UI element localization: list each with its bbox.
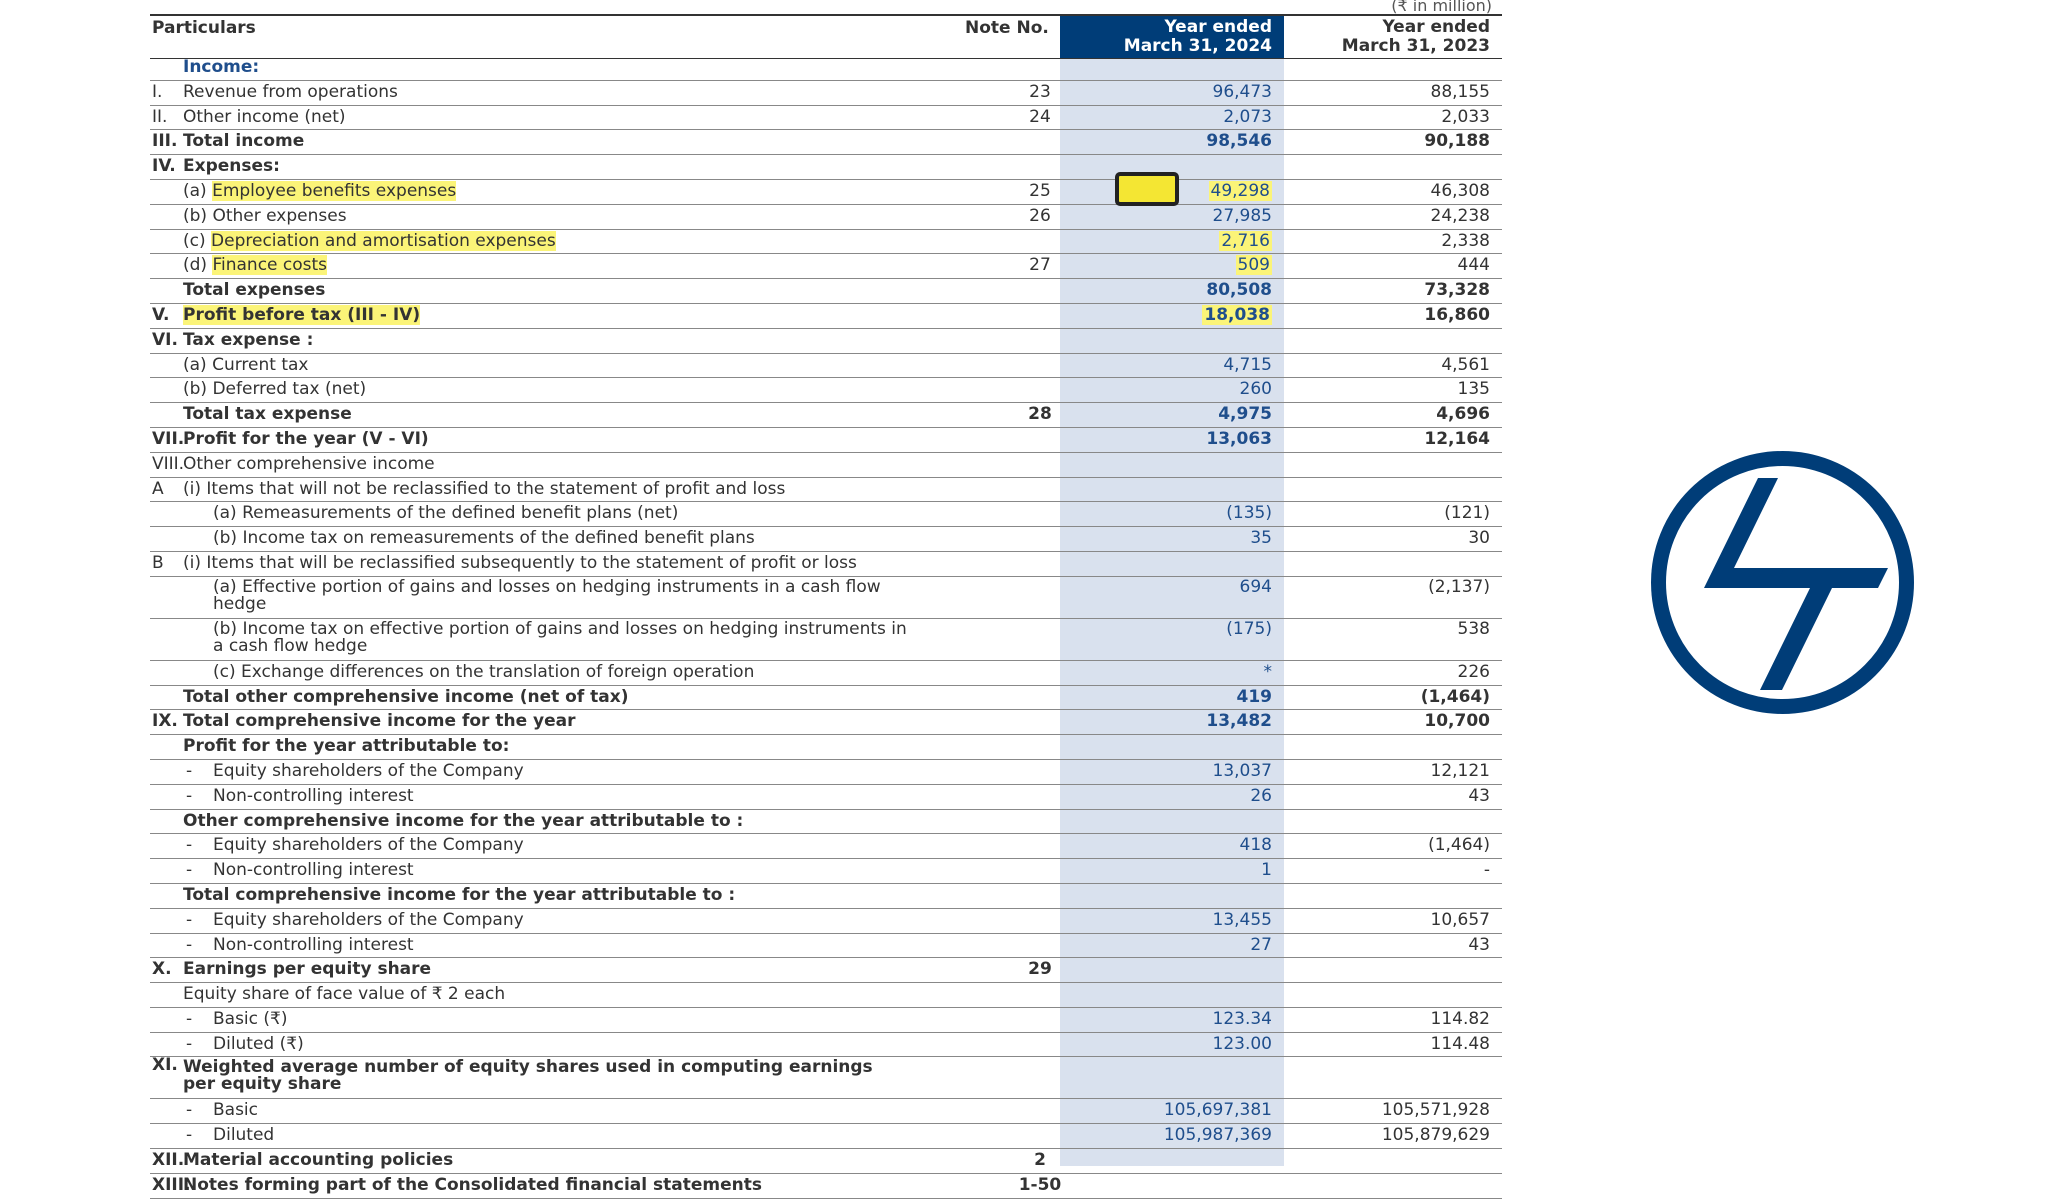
row-current-year-value: 13,482	[1206, 711, 1272, 732]
row-prior-year-value: 135	[1457, 379, 1490, 400]
row-number: -	[186, 860, 193, 881]
row-prior-year-value: 12,121	[1430, 760, 1490, 781]
table-row	[150, 884, 1502, 909]
row-label	[213, 909, 524, 932]
row-label-text: Depreciation and amortisation expenses	[211, 230, 556, 251]
row-number: X.	[152, 959, 172, 980]
table-row	[150, 403, 1502, 428]
row-number: II.	[152, 106, 168, 127]
row-number: III.	[152, 131, 178, 152]
row-number: VII.	[152, 428, 185, 449]
row-prior-year-value: 24,238	[1430, 205, 1490, 226]
table-row	[150, 354, 1502, 379]
table-row	[150, 453, 1502, 478]
row-number: -	[186, 934, 193, 955]
row-prior-year-value: 16,860	[1424, 304, 1490, 325]
row-label	[183, 155, 280, 178]
row-label	[213, 760, 524, 783]
row-label	[183, 279, 325, 302]
row-label	[183, 106, 346, 129]
table-row	[150, 1149, 1502, 1174]
row-current-year-value: 27,985	[1212, 205, 1272, 226]
row-label-text: Finance costs	[212, 255, 328, 276]
row-label	[183, 130, 304, 153]
row-label-text: (a) Effective portion of gains and losses on hedging instruments in a cash flow hedge	[213, 576, 881, 614]
row-current-year-value: *	[1263, 661, 1272, 682]
row-label-text: (b) Income tax on effective portion of gains and losses on hedging instruments in a cash flow hedge	[213, 618, 907, 656]
table-row	[150, 254, 1502, 279]
row-label-text: Notes forming part of the Consolidated financial statements	[183, 1174, 762, 1195]
row-label-text: Total comprehensive income for the year	[183, 711, 576, 732]
table-row	[150, 1099, 1502, 1124]
row-label	[213, 619, 913, 655]
row-label-prefix: (a)	[183, 180, 207, 201]
row-label	[183, 1057, 883, 1093]
row-prior-year-value: 10,700	[1424, 711, 1490, 732]
row-label	[183, 478, 785, 501]
row-label	[213, 1008, 288, 1031]
row-note: 27	[1029, 255, 1051, 276]
row-label	[213, 527, 755, 550]
row-label-text: Equity shareholders of the Company	[213, 760, 524, 781]
larsen-toubro-logo-icon	[1650, 450, 1915, 715]
row-label	[183, 710, 576, 733]
row-prior-year-value: 4,696	[1436, 404, 1490, 425]
row-label	[183, 304, 420, 327]
table-row	[150, 983, 1502, 1008]
row-current-year-value: 98,546	[1206, 131, 1272, 152]
row-number: XIII.	[152, 1174, 191, 1195]
row-note: 29	[1028, 959, 1052, 980]
row-current-year-value: 694	[1239, 576, 1272, 597]
row-number: XI.	[152, 1055, 178, 1076]
row-prior-year-value: 73,328	[1424, 280, 1490, 301]
row-label	[183, 329, 313, 352]
row-label-text: (b) Deferred tax (net)	[183, 379, 367, 400]
row-number: B	[152, 552, 164, 573]
row-label	[183, 453, 435, 476]
table-row	[150, 785, 1502, 810]
table-row	[150, 834, 1502, 859]
row-label-text: Other expenses	[212, 205, 347, 226]
row-current-year-value: 105,987,369	[1163, 1125, 1272, 1146]
row-label	[183, 810, 743, 833]
row-current-year-value: 35	[1250, 528, 1272, 549]
row-prior-year-value: 2,033	[1441, 106, 1490, 127]
particulars-header: Particulars	[152, 18, 256, 38]
row-number: A	[152, 478, 164, 499]
row-current-year-value: 419	[1236, 686, 1272, 707]
row-number: I.	[152, 81, 163, 102]
row-label-text: Other comprehensive income for the year attributable to :	[183, 810, 744, 831]
row-prior-year-value: 2,338	[1441, 230, 1490, 251]
row-number: -	[186, 1033, 193, 1054]
row-label	[183, 1149, 453, 1172]
row-label-text: Basic	[213, 1100, 259, 1121]
table-row	[150, 527, 1502, 552]
row-label-text: Total tax expense	[183, 404, 352, 425]
row-label-text: Tax expense :	[183, 329, 314, 350]
row-prior-year-value: 43	[1468, 934, 1490, 955]
row-current-year-value: 123.00	[1212, 1033, 1272, 1054]
row-current-year-value: (135)	[1226, 503, 1272, 524]
table-header	[150, 14, 1502, 59]
table-row	[150, 1008, 1502, 1033]
row-label	[183, 552, 857, 575]
row-label	[183, 735, 509, 758]
table-row	[150, 958, 1502, 983]
row-label-text: Employee benefits expenses	[212, 180, 457, 201]
row-prior-year-value: 444	[1457, 255, 1490, 276]
row-note: 28	[1028, 404, 1052, 425]
row-current-year-value: 418	[1239, 835, 1272, 856]
table-row	[150, 552, 1502, 577]
row-prior-year-value: 114.82	[1430, 1008, 1490, 1029]
row-label	[183, 686, 629, 709]
row-number: -	[186, 835, 193, 856]
row-note: 26	[1029, 205, 1051, 226]
row-label	[183, 428, 429, 451]
row-number: IV.	[152, 156, 176, 177]
row-label	[183, 56, 259, 79]
row-current-year-value: 2,716	[1221, 230, 1270, 251]
income-statement	[150, 0, 1502, 1195]
row-label-text: (b) Income tax on remeasurements of the defined benefit plans	[213, 528, 755, 549]
row-current-year-value: 18,038	[1204, 304, 1270, 325]
row-number: XII.	[152, 1150, 185, 1171]
table-row	[150, 180, 1502, 205]
row-prior-year-value: (121)	[1444, 503, 1490, 524]
row-label	[213, 1099, 258, 1122]
row-label-text: Weighted average number of equity shares used in computing earnings per equity share	[183, 1057, 873, 1095]
row-label-text: Earnings per equity share	[183, 959, 432, 980]
row-label	[183, 884, 735, 907]
table-row	[150, 710, 1502, 735]
table-row	[150, 304, 1502, 329]
row-label-text: Non-controlling interest	[213, 860, 414, 881]
row-prior-year-value: (1,464)	[1428, 835, 1490, 856]
table-row	[150, 81, 1502, 106]
table-row	[150, 478, 1502, 503]
row-label	[213, 834, 524, 857]
row-label-text: Other income (net)	[183, 106, 346, 127]
row-prior-year-value: -	[1483, 860, 1490, 881]
unit-note: (₹ in million)	[1391, 0, 1492, 15]
row-prior-year-value: 538	[1457, 618, 1490, 639]
table-row	[150, 56, 1502, 81]
row-label	[213, 577, 913, 613]
table-body	[150, 56, 1502, 1199]
row-current-year-value: 123.34	[1212, 1008, 1272, 1029]
row-current-year-value: 80,508	[1206, 280, 1272, 301]
row-current-year-value: 13,063	[1206, 428, 1272, 449]
table-row	[150, 859, 1502, 884]
row-label	[183, 81, 398, 104]
row-prior-year-value: 46,308	[1430, 180, 1490, 201]
row-current-year-value: (175)	[1226, 618, 1272, 639]
row-label-text: Equity shareholders of the Company	[213, 909, 524, 930]
row-label-prefix: (b)	[183, 205, 208, 226]
row-label	[213, 934, 414, 957]
row-label-text: Equity share of face value of ₹ 2 each	[183, 984, 506, 1005]
row-label-text: (i) Items that will be reclassified subsequently to the statement of profit or loss	[183, 552, 857, 573]
row-current-year-value: 4,715	[1223, 354, 1272, 375]
row-label-text: (a) Remeasurements of the defined benefit plans (net)	[213, 503, 679, 524]
row-note: 25	[1029, 180, 1051, 201]
table-row	[150, 378, 1502, 403]
row-prior-year-value: (2,137)	[1428, 576, 1490, 597]
row-label-text: Total other comprehensive income (net of tax)	[183, 686, 629, 707]
row-number: V.	[152, 304, 170, 325]
row-number: IX.	[152, 711, 178, 732]
row-label-text: Diluted	[213, 1125, 275, 1146]
row-note: 24	[1029, 106, 1051, 127]
row-label-text: Expenses:	[183, 156, 280, 177]
row-label-text: Non-controlling interest	[213, 934, 414, 955]
table-row	[150, 1124, 1502, 1149]
row-label-text: (c) Exchange differences on the translation of foreign operation	[213, 661, 755, 682]
table-row	[150, 909, 1502, 934]
row-label-prefix: (c)	[183, 230, 206, 251]
row-current-year-value: 49,298	[1210, 180, 1270, 201]
row-label-text: Profit for the year attributable to:	[183, 736, 510, 757]
row-label	[183, 180, 456, 203]
row-current-year-value: 13,455	[1212, 909, 1272, 930]
row-label-text: Income:	[183, 57, 260, 77]
row-number: -	[186, 785, 193, 806]
row-current-year-value: 4,975	[1218, 404, 1272, 425]
row-current-year-value: 26	[1250, 785, 1272, 806]
row-label	[213, 1033, 304, 1056]
row-label-text: Total income	[183, 131, 305, 152]
row-prior-year-value: 30	[1468, 528, 1490, 549]
row-label	[213, 661, 754, 684]
row-current-year-value: 27	[1250, 934, 1272, 955]
row-label	[183, 205, 347, 228]
row-prior-year-value: 90,188	[1424, 131, 1490, 152]
row-label	[213, 1124, 274, 1147]
table-row	[150, 279, 1502, 304]
row-prior-year-value: 226	[1457, 661, 1490, 682]
row-label-text: Non-controlling interest	[213, 785, 414, 806]
row-prior-year-value: (1,464)	[1420, 686, 1490, 707]
current-year-header: Year ended March 31, 2024	[1060, 16, 1284, 58]
row-current-year-value: 105,697,381	[1163, 1100, 1272, 1121]
table-row	[150, 205, 1502, 230]
row-current-year-value: 1	[1261, 860, 1272, 881]
row-prior-year-value: 105,879,629	[1381, 1125, 1490, 1146]
row-label-text: Diluted (₹)	[213, 1033, 304, 1054]
table-row	[150, 502, 1502, 527]
table-row	[150, 1174, 1502, 1199]
row-number: VI.	[152, 329, 178, 350]
prior-year-header: Year ended March 31, 2023	[1341, 17, 1490, 56]
row-label	[183, 983, 505, 1006]
row-number: -	[186, 909, 193, 930]
row-label-prefix: (d)	[183, 255, 208, 276]
row-label-text: Total comprehensive income for the year attributable to :	[183, 884, 736, 905]
table-row	[150, 934, 1502, 959]
row-note: 23	[1029, 81, 1051, 102]
table-row	[150, 619, 1502, 661]
row-label-text: Profit for the year (V - VI)	[183, 428, 429, 449]
row-label	[183, 230, 556, 253]
table-row	[150, 735, 1502, 760]
row-label	[183, 378, 366, 401]
row-number: -	[186, 760, 193, 781]
row-label-text: Profit before tax (III - IV)	[183, 304, 421, 325]
row-number: VIII.	[152, 453, 185, 474]
table-row	[150, 760, 1502, 785]
row-label-text: Revenue from operations	[183, 81, 398, 102]
row-current-year-value: 260	[1239, 379, 1272, 400]
table-row	[150, 155, 1502, 180]
table-row	[150, 329, 1502, 354]
table-row	[150, 130, 1502, 155]
row-prior-year-value: 12,164	[1424, 428, 1490, 449]
row-label	[183, 1174, 762, 1197]
row-prior-year-value: 43	[1468, 785, 1490, 806]
row-prior-year-value: 114.48	[1430, 1033, 1490, 1054]
row-note: 2	[1034, 1150, 1046, 1171]
row-current-year-value: 2,073	[1223, 106, 1272, 127]
row-prior-year-value: 4,561	[1441, 354, 1490, 375]
table-row	[150, 106, 1502, 131]
row-label	[183, 254, 327, 277]
table-row	[150, 661, 1502, 686]
row-prior-year-value: 88,155	[1430, 81, 1490, 102]
row-label	[183, 958, 431, 981]
row-label-text: Basic (₹)	[213, 1008, 288, 1029]
row-prior-year-value: 10,657	[1430, 909, 1490, 930]
row-label-text: Total expenses	[183, 280, 326, 301]
row-prior-year-value: 105,571,928	[1381, 1100, 1490, 1121]
table-row	[150, 428, 1502, 453]
row-label	[213, 859, 414, 882]
row-label-text: Other comprehensive income	[183, 453, 435, 474]
table-row	[150, 686, 1502, 711]
row-label	[183, 354, 308, 377]
row-note: 1-50	[1018, 1174, 1062, 1195]
row-current-year-value: 96,473	[1212, 81, 1272, 102]
table-row	[150, 1033, 1502, 1058]
note-no-header: Note No.	[965, 18, 1049, 38]
note-25-highlight-box	[1115, 172, 1179, 206]
row-label-text: Equity shareholders of the Company	[213, 835, 524, 856]
row-number: -	[186, 1125, 193, 1146]
row-label	[213, 502, 678, 525]
table-row	[150, 810, 1502, 835]
table-row	[150, 577, 1502, 619]
row-current-year-value: 509	[1237, 255, 1270, 276]
row-label-text: Material accounting policies	[183, 1150, 454, 1171]
row-label	[213, 785, 414, 808]
row-current-year-value: 13,037	[1212, 760, 1272, 781]
row-number: -	[186, 1100, 193, 1121]
table-row	[150, 1057, 1502, 1099]
table-row	[150, 230, 1502, 255]
row-label	[183, 403, 352, 426]
row-label-text: (a) Current tax	[183, 354, 309, 375]
row-number: -	[186, 1008, 193, 1029]
row-label-text: (i) Items that will not be reclassified to the statement of profit and loss	[183, 478, 786, 499]
